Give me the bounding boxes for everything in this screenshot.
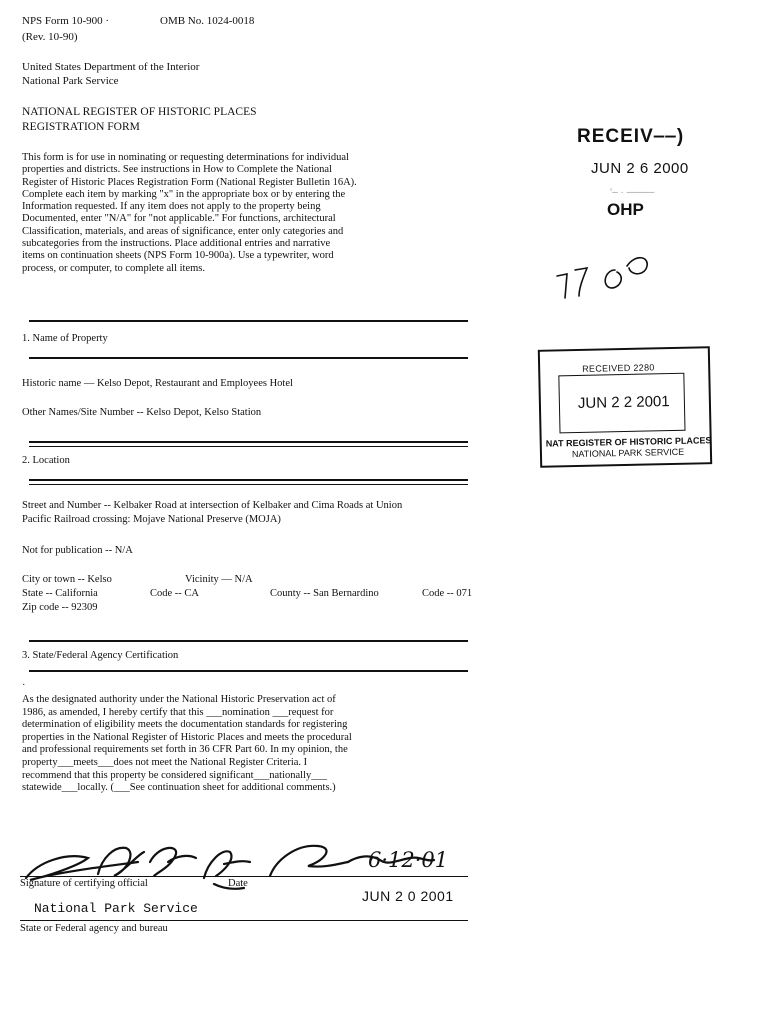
- section-divider: [29, 357, 468, 359]
- section-divider: [29, 484, 468, 485]
- scan-mark: ·: [22, 680, 26, 691]
- zip-code: Zip code -- 92309: [22, 602, 98, 613]
- form-number: NPS Form 10-900 ·: [22, 15, 110, 27]
- received-stamp-date: JUN 2 6 2000: [591, 160, 689, 177]
- instructions-line: This form is for use in nominating or requesting determinations for individual: [22, 152, 349, 163]
- certification-line: determination of eligibility meets the documentation standards for registering: [22, 719, 348, 731]
- agency-bureau-typed: National Park Service: [34, 901, 198, 916]
- date-stamp: JUN 2 0 2001: [362, 888, 454, 904]
- register-stamp-date: JUN 2 2 2001: [577, 393, 670, 412]
- certification-line: and professional requirements set forth in 36 CFR Part 60. In my opinion, the: [22, 744, 348, 756]
- register-stamp-top: RECEIVED 2280: [582, 362, 655, 374]
- section-divider: [29, 441, 468, 443]
- handwritten-date: 6·12·01: [368, 848, 449, 872]
- register-stamp-line-2: NATIONAL PARK SERVICE: [571, 446, 685, 460]
- omb-number: OMB No. 1024-0018: [160, 15, 255, 27]
- section-divider: [29, 320, 468, 322]
- received-stamp-faint: ‘‒ · ‒‒‒‒‒: [610, 187, 655, 198]
- instructions-line: Documented, enter "N/A" for "not applicable." For functions, architectural: [22, 213, 336, 225]
- bureau-line: [20, 920, 468, 921]
- street-and-number-continued: Pacific Railroad crossing: Mojave National Preserve (MOJA): [22, 514, 281, 525]
- city-or-town: City or town -- Kelso: [22, 574, 112, 585]
- signature-line: [20, 876, 468, 877]
- instructions-line: Classification, materials, and areas of significance, enter only categories and: [22, 225, 344, 237]
- form-title-line-2: REGISTRATION FORM: [22, 121, 140, 133]
- certification-paragraph: [22, 694, 352, 795]
- register-stamp-inner-box: [558, 373, 685, 434]
- instructions-line: process, or computer, to complete all items.: [22, 262, 205, 274]
- other-names: Other Names/Site Number -- Kelso Depot, Kelso Station: [22, 407, 262, 418]
- county-code: Code -- 071: [422, 588, 473, 599]
- not-for-publication: Not for publication -- N/A: [22, 545, 133, 556]
- section-2-heading: 2. Location: [22, 455, 70, 466]
- handwritten-note: [545, 246, 665, 306]
- certification-line: properties in the National Register of Historic Places and meets the procedural: [22, 731, 352, 743]
- instructions-line: properties and districts. See instructions in How to Complete the National: [22, 164, 332, 176]
- instructions-line: Information requested. If any item does not apply to the property being: [22, 201, 321, 213]
- certification-line: statewide___locally. (___See continuation sheet for additional comments.): [22, 782, 336, 794]
- county: County -- San Bernardino: [270, 588, 379, 599]
- received-stamp-title: RECEIV‒‒): [577, 126, 685, 147]
- state: State -- California: [22, 588, 98, 599]
- agency-line-2: National Park Service: [22, 75, 119, 87]
- certification-line: 1986, as amended, I hereby certify that this ___nomination ___request for: [22, 706, 334, 718]
- section-3-heading: 3. State/Federal Agency Certification: [22, 650, 179, 661]
- section-divider: [29, 640, 468, 642]
- section-1-heading: 1. Name of Property: [22, 333, 108, 344]
- signature-label: Signature of certifying official: [20, 878, 148, 889]
- instructions-paragraph: [22, 152, 357, 275]
- instructions-line: Complete each item by marking "x" in the appropriate box or by entering the: [22, 188, 346, 200]
- instructions-line: Register of Historic Places Registration Form (National Register Bulletin 16A).: [22, 176, 357, 188]
- section-divider: [29, 446, 468, 447]
- register-stamp-line-1: NAT REGISTER OF HISTORIC PLACES: [545, 435, 712, 449]
- form-revision: (Rev. 10-90): [22, 31, 78, 43]
- received-stamp-office: OHP: [607, 200, 644, 219]
- certification-line: As the designated authority under the National Historic Preservation act of: [22, 694, 336, 705]
- instructions-line: subcategories from the instructions. Place additional entries and narrative: [22, 238, 331, 250]
- agency-line-1: United States Department of the Interior: [22, 61, 200, 73]
- section-divider: [29, 670, 468, 672]
- historic-name: Historic name — Kelso Depot, Restaurant and Employees Hotel: [22, 378, 293, 389]
- instructions-line: items on continuation sheets (NPS Form 10-900a). Use a typewriter, word: [22, 250, 334, 262]
- state-code: Code -- CA: [150, 588, 199, 599]
- form-title-line-1: NATIONAL REGISTER OF HISTORIC PLACES: [22, 106, 257, 118]
- handwritten-note-text: [555, 262, 589, 274]
- section-divider: [29, 479, 468, 481]
- register-received-stamp: [538, 346, 712, 468]
- bureau-label: State or Federal agency and bureau: [20, 923, 168, 934]
- street-and-number: Street and Number -- Kelbaker Road at intersection of Kelbaker and Cima Roads at Union: [22, 500, 403, 511]
- vicinity: Vicinity — N/A: [185, 574, 253, 585]
- date-label: Date: [228, 878, 248, 889]
- certification-line: property___meets___does not meet the National Register Criteria. I: [22, 756, 308, 768]
- certification-line: recommend that this property be considered significant___nationally___: [22, 769, 328, 781]
